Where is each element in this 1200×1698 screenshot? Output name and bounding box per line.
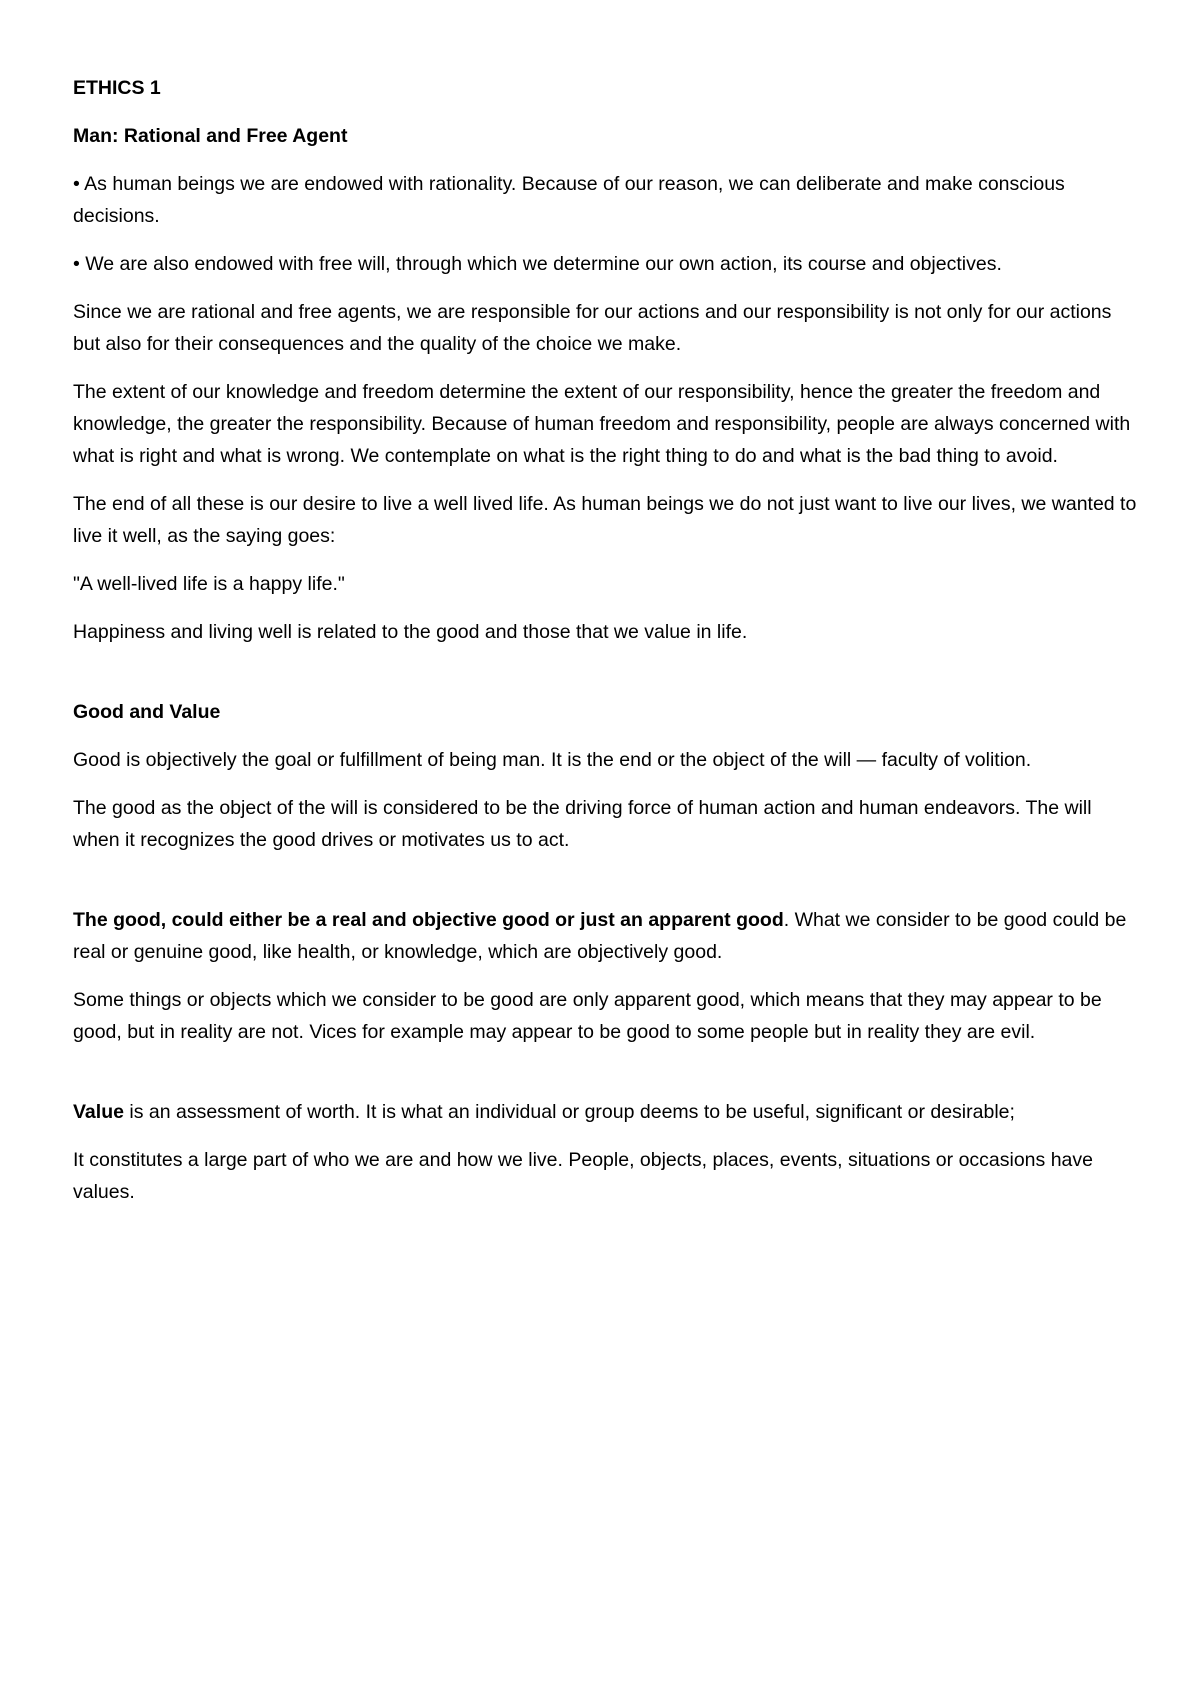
value-definition-text: is an assessment of worth. It is what an individual or group deems to be useful, significant or desirable; bbox=[123, 1101, 1015, 1123]
real-apparent-good-lead: The good, could either be a real and objective good or just an apparent good bbox=[73, 909, 784, 931]
section-heading-rational-free-agent: Man: Rational and Free Agent bbox=[73, 125, 348, 147]
paragraph-real-apparent-good bbox=[73, 904, 1140, 968]
paragraph-value-constitutes: It constitutes a large part of who we are and how we live. People, objects, places, events, situations or occasions have values. bbox=[73, 1149, 1093, 1203]
paragraph-happiness: Happiness and living well is related to the good and those that we value in life. bbox=[73, 621, 748, 643]
paragraph-responsibility: Since we are rational and free agents, we are responsible for our actions and our responsibility is not only for our actions but also for their consequences and the quality of the choice we make. bbox=[73, 301, 1112, 355]
paragraph-good-driving-force: The good as the object of the will is considered to be the driving force of human action and human endeavors. The will when it recognizes the good drives or motivates us to act. bbox=[73, 797, 1092, 851]
quote-happy-life: "A well-lived life is a happy life." bbox=[73, 573, 345, 595]
paragraph-good-definition: Good is objectively the goal or fulfillment of being man. It is the end or the object of the will — faculty of volition. bbox=[73, 749, 1032, 771]
bullet-rationality: • As human beings we are endowed with rationality. Because of our reason, we can deliberate and make conscious decisions. bbox=[73, 173, 1065, 227]
bullet-free-will: • We are also endowed with free will, through which we determine our own action, its course and objectives. bbox=[73, 253, 1002, 275]
paragraph-knowledge-freedom: The extent of our knowledge and freedom determine the extent of our responsibility, hence the greater the freedom and knowledge, the greater the responsibility. Because of human freedom and responsibility, people are always concerned with what is right and what is wrong. We contemplate on what is the right thing to do and what is the bad thing to avoid. bbox=[73, 381, 1131, 467]
document-title: ETHICS 1 bbox=[73, 77, 161, 99]
paragraph-well-lived-life: The end of all these is our desire to live a well lived life. As human beings we do not just want to live our lives, we wanted to live it well, as the saying goes: bbox=[73, 493, 1137, 547]
spacer bbox=[73, 1064, 1140, 1096]
value-lead: Value bbox=[73, 1101, 124, 1123]
real-apparent-good-text: . What we consider to be good could be real or genuine good, like health, or knowledge, which are objectively good. bbox=[73, 909, 1127, 963]
paragraph-value-definition bbox=[73, 1096, 1140, 1128]
spacer bbox=[73, 664, 1140, 696]
paragraph-apparent-good: Some things or objects which we consider to be good are only apparent good, which means that they may appear to be good, but in reality are not. Vices for example may appear to be good to some people but in reality they are evil. bbox=[73, 989, 1102, 1043]
section-heading-good-and-value: Good and Value bbox=[73, 701, 221, 723]
spacer bbox=[73, 872, 1140, 904]
